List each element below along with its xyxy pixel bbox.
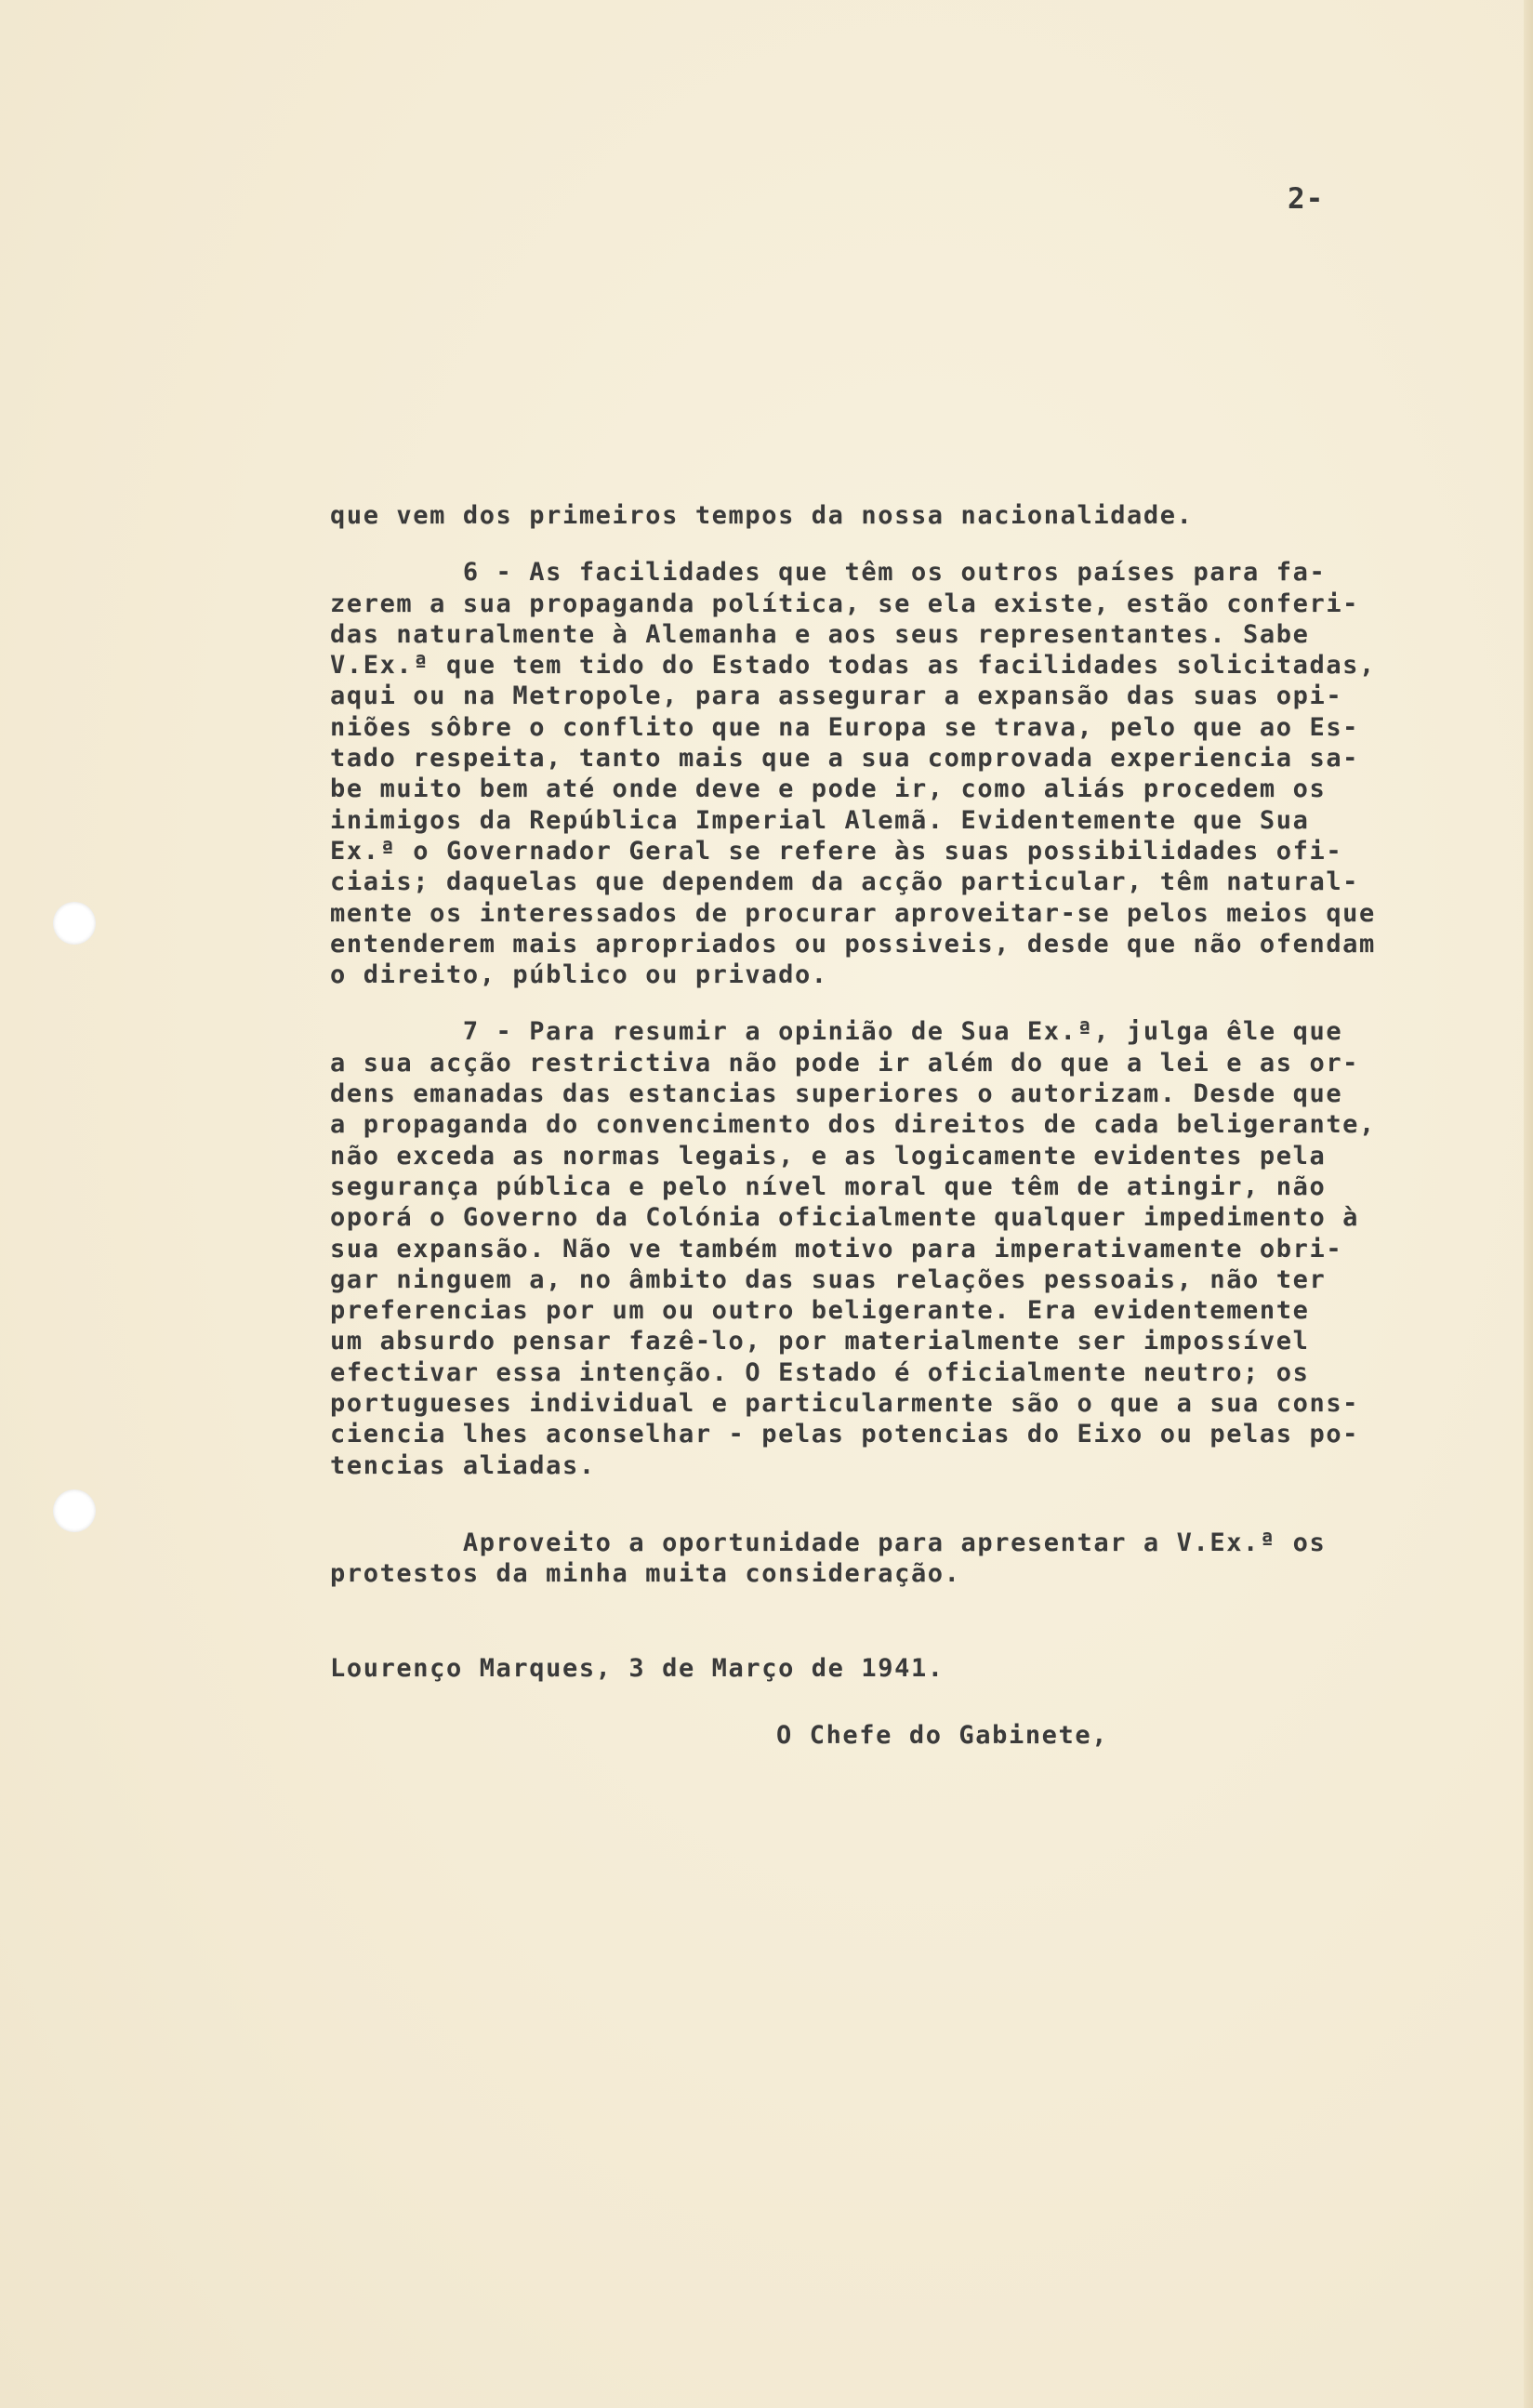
punch-hole (53, 902, 96, 945)
paper-edge (1524, 0, 1533, 2408)
text-line: Aproveito a oportunidade para apresentar a V.Ex.ª os (330, 1528, 1327, 1557)
text-line: gar ninguem a, no âmbito das suas relações pessoais, não ter (330, 1264, 1327, 1294)
text-line: um absurdo pensar fazê-lo, por materialmente ser impossível (330, 1327, 1310, 1356)
paragraph-gap (330, 990, 1511, 1016)
letter-body (330, 500, 1511, 1481)
signature-title: O Chefe do Gabinete, (776, 1721, 1109, 1750)
text-line: ciais; daquelas que dependem da acção particular, têm natural- (330, 867, 1360, 897)
text-line: portugueses individual e particularmente são o que a sua cons- (330, 1389, 1360, 1419)
paragraph-gap (330, 531, 1511, 557)
text-line: aqui ou na Metropole, para assegurar a expansão das suas opi- (330, 681, 1343, 711)
text-line: tencias aliadas. (330, 1450, 596, 1480)
text-line: não exceda as normas legais, e as logicamente evidentes pela (330, 1141, 1327, 1171)
page-number: 2- (1288, 182, 1325, 216)
text-line: segurança pública e pelo nível moral que têm de atingir, não (330, 1171, 1327, 1201)
text-line: dens emanadas das estancias superiores o autorizam. Desde que (330, 1079, 1343, 1109)
text-line: a sua acção restrictiva não pode ir além do que a lei e as or- (330, 1048, 1360, 1078)
text-line: a propaganda do convencimento dos direitos de cada beligerante, (330, 1110, 1376, 1140)
text-line: das naturalmente à Alemanha e aos seus representantes. Sabe (330, 619, 1310, 649)
closing-courtesy (330, 1528, 1326, 1590)
place-date: Lourenço Marques, 3 de Março de 1941. (330, 1654, 945, 1683)
punch-hole (53, 1489, 96, 1532)
text-line: 7 - Para resumir a opinião de Sua Ex.ª, julga êle que (330, 1017, 1343, 1047)
text-line: mente os interessados de procurar aproveitar-se pelos meios que (330, 898, 1376, 928)
text-line: o direito, público ou privado. (330, 960, 828, 990)
text-line: oporá o Governo da Colónia oficialmente qualquer impedimento à (330, 1203, 1360, 1233)
text-line: preferencias por um ou outro beligerante. Era evidentemente (330, 1296, 1310, 1326)
text-line: be muito bem até onde deve e pode ir, como aliás procedem os (330, 774, 1327, 804)
text-line: inimigos da República Imperial Alemã. Evidentemente que Sua (330, 805, 1310, 835)
text-line: 6 - As facilidades que têm os outros países para fa- (330, 558, 1327, 588)
text-line: efectivar essa intenção. O Estado é oficialmente neutro; os (330, 1357, 1310, 1387)
text-line: niões sôbre o conflito que na Europa se trava, pelo que ao Es- (330, 712, 1360, 742)
text-line: sua expansão. Não ve também motivo para imperativamente obri- (330, 1234, 1343, 1264)
text-line: protestos da minha muita consideração. (330, 1559, 961, 1589)
text-line: zerem a sua propaganda política, se ela existe, estão conferi- (330, 589, 1360, 618)
text-line: tado respeita, tanto mais que a sua comprovada experiencia sa- (330, 744, 1360, 774)
text-line: entenderem mais apropriados ou possiveis, desde que não ofendam (330, 929, 1376, 959)
text-line: V.Ex.ª que tem tido do Estado todas as facilidades solicitadas, (330, 651, 1376, 681)
text-line: que vem dos primeiros tempos da nossa nacionalidade. (330, 501, 1194, 530)
text-line: ciencia lhes aconselhar - pelas potencias do Eixo ou pelas po- (330, 1420, 1360, 1449)
text-line: Ex.ª o Governador Geral se refere às suas possibilidades ofi- (330, 836, 1343, 866)
